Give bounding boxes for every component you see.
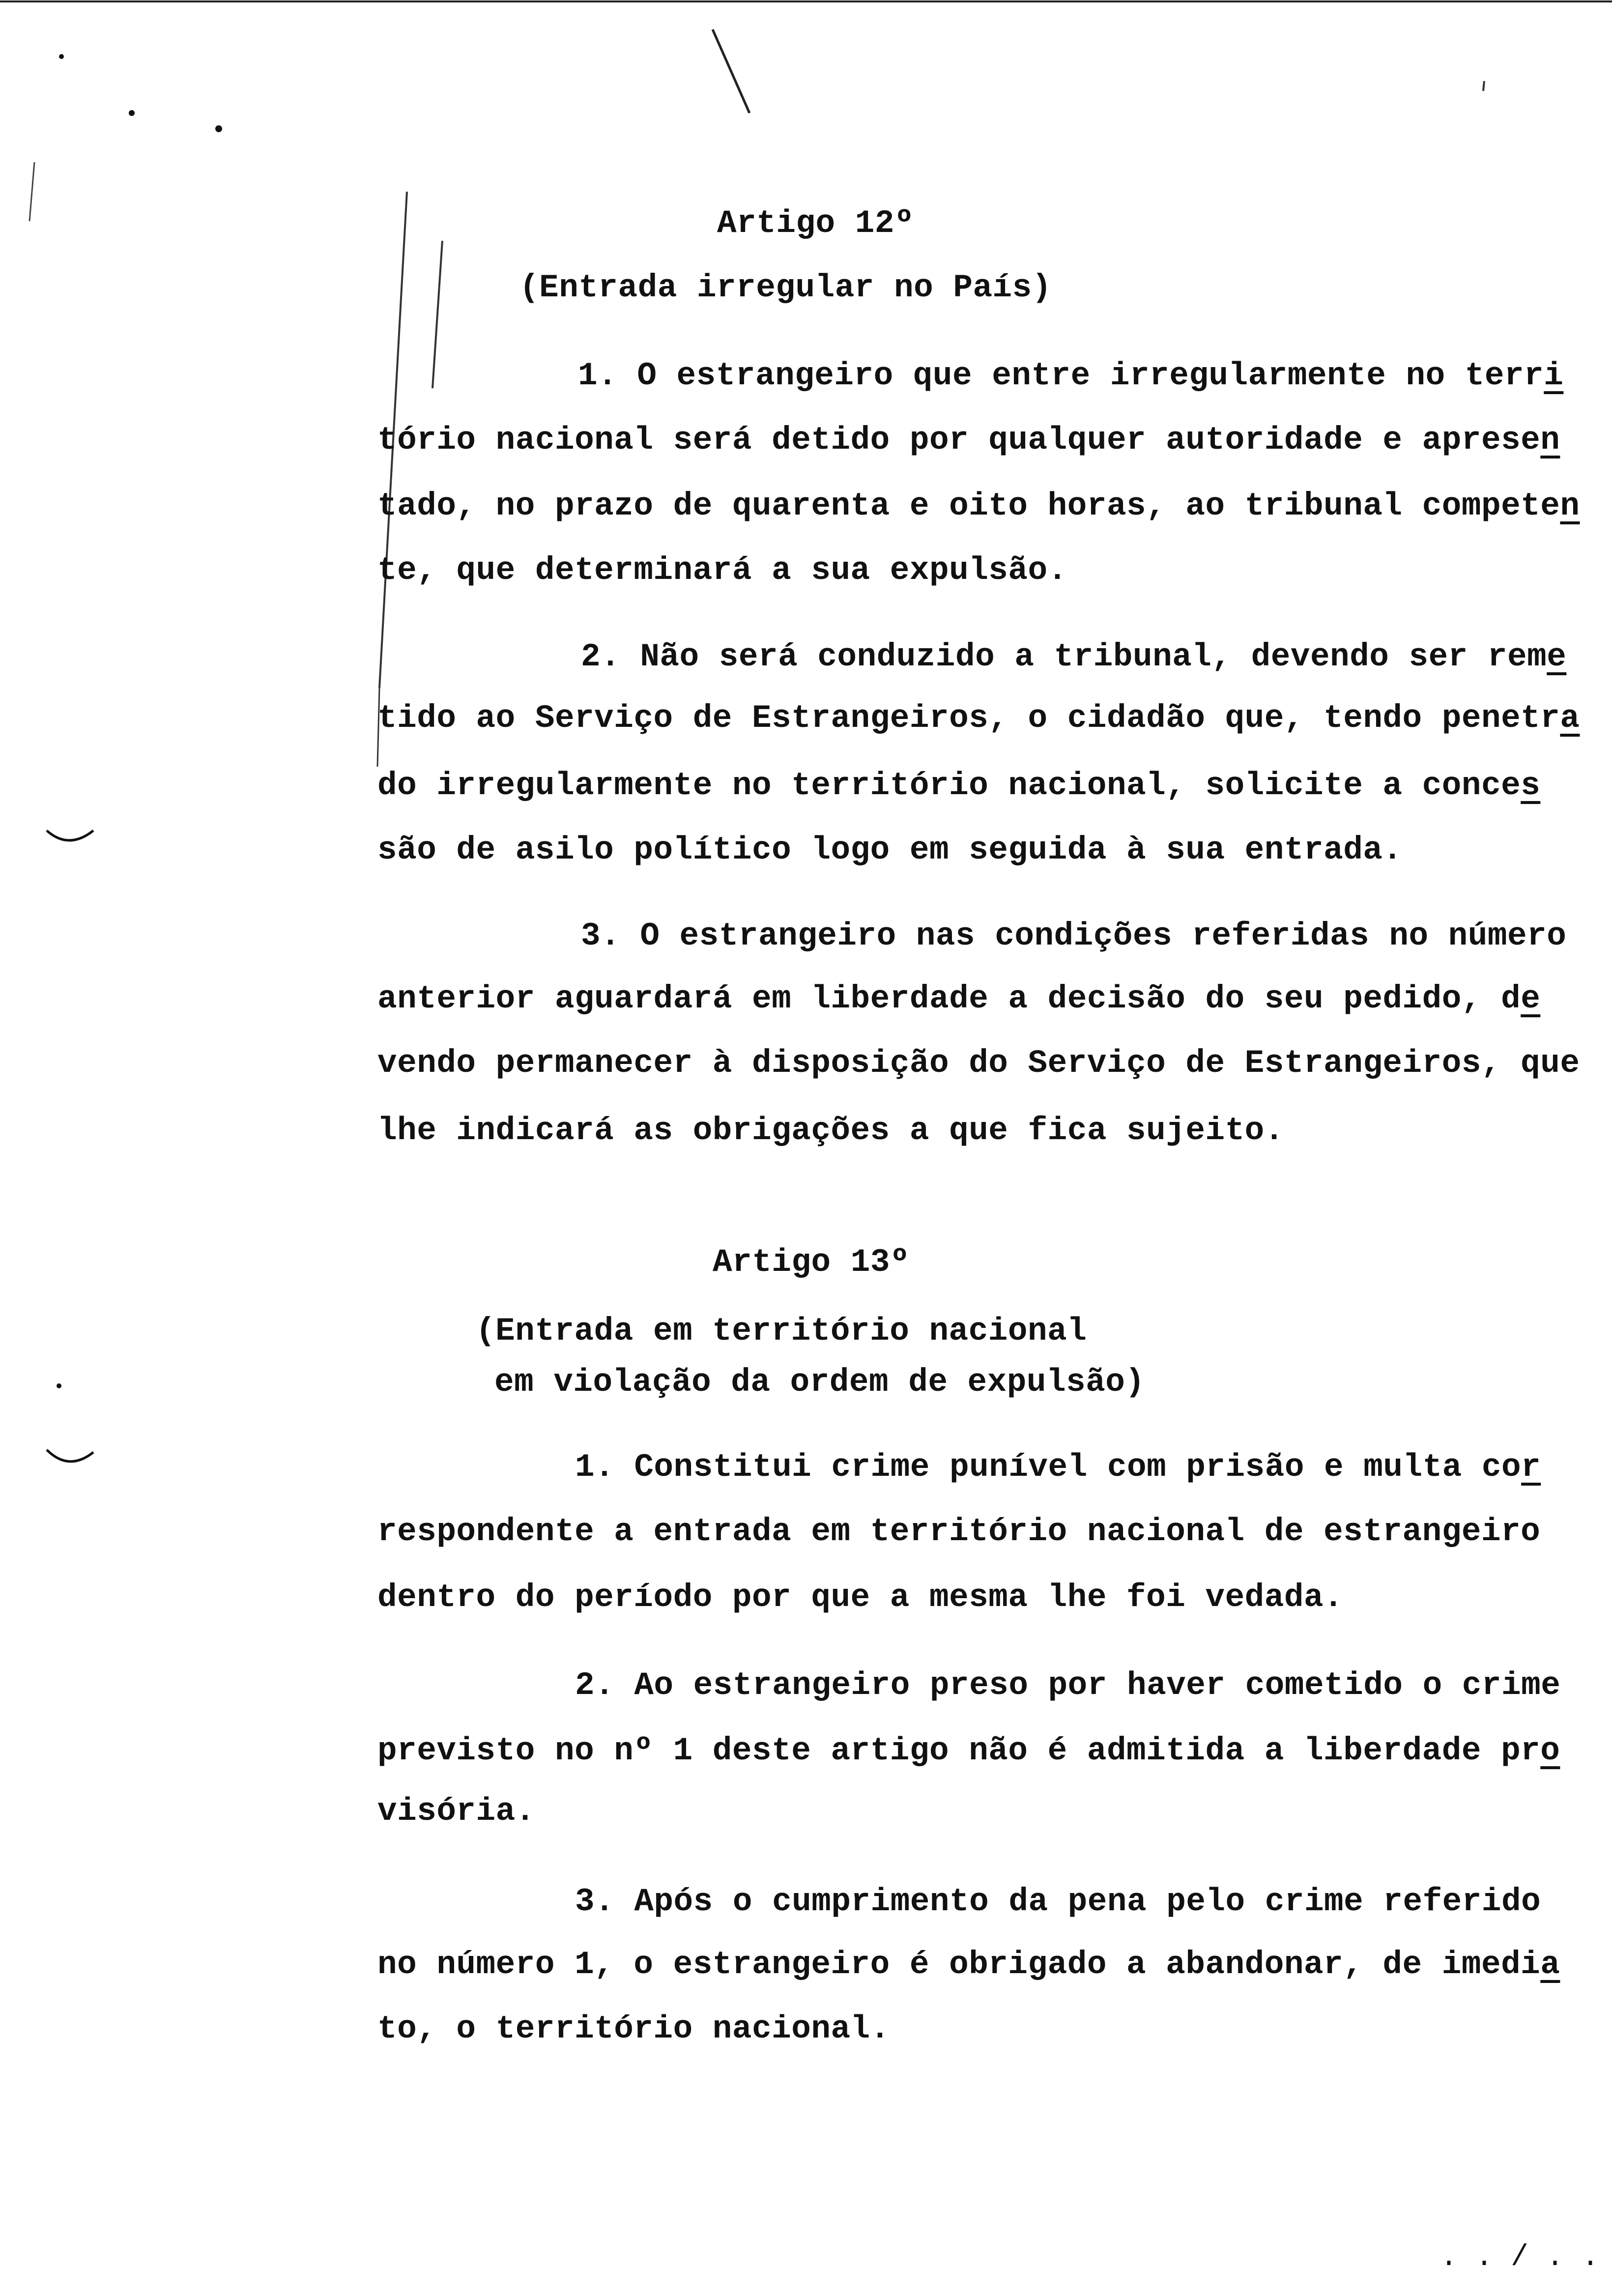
paragraph-line: previsto no nº 1 deste artigo não é admitida a liberdade pro bbox=[377, 1732, 1560, 1769]
stray-stroke bbox=[1483, 81, 1484, 91]
article-subtitle: em violação da ordem de expulsão) bbox=[494, 1364, 1145, 1401]
hole-punch-curve bbox=[47, 1450, 93, 1462]
paragraph-line: to, o território nacional. bbox=[377, 2010, 890, 2047]
punch-dot bbox=[59, 54, 64, 59]
paragraph-line: respondente a entrada em território nacional de estrangeiro bbox=[377, 1513, 1541, 1550]
stray-stroke bbox=[713, 29, 749, 113]
paragraph-line: vendo permanecer à disposição do Serviço de Estrangeiros, que bbox=[377, 1045, 1580, 1082]
paragraph-line: tório nacional será detido por qualquer autoridade e apresen bbox=[377, 422, 1560, 459]
article-subtitle: (Entrada em território nacional bbox=[476, 1313, 1087, 1349]
hole-punch-curve bbox=[47, 831, 93, 840]
continuation-mark: . . / . . bbox=[1440, 2241, 1600, 2274]
paragraph-line: no número 1, o estrangeiro é obrigado a abandonar, de imedia bbox=[377, 1946, 1560, 1983]
punch-dot bbox=[129, 110, 135, 116]
stray-stroke bbox=[29, 162, 34, 221]
paragraph-line: 3. Após o cumprimento da pena pelo crime referido bbox=[575, 1883, 1541, 1920]
paragraph-line: 2. Ao estrangeiro preso por haver cometido o crime bbox=[575, 1667, 1561, 1704]
paragraph-line: visória. bbox=[377, 1793, 535, 1830]
paragraph-line: 3. O estrangeiro nas condições referidas no número bbox=[581, 918, 1567, 954]
article-title: Artigo 12º bbox=[717, 205, 915, 242]
paragraph-line: lhe indicará as obrigações a que fica sujeito. bbox=[377, 1112, 1284, 1149]
paragraph-line: são de asilo político logo em seguida à sua entrada. bbox=[377, 832, 1403, 868]
paragraph-line: 1. Constitui crime punível com prisão e multa cor bbox=[575, 1449, 1541, 1486]
paragraph-line: do irregularmente no território nacional, solicite a conces bbox=[377, 767, 1541, 804]
paragraph-line: anterior aguardará em liberdade a decisão do seu pedido, de bbox=[377, 980, 1541, 1017]
punch-dot bbox=[215, 125, 222, 132]
paragraph-line: 2. Não será conduzido a tribunal, devendo ser reme bbox=[581, 638, 1567, 675]
paragraph-line: tido ao Serviço de Estrangeiros, o cidadão que, tendo penetra bbox=[377, 700, 1580, 737]
paragraph-line: te, que determinará a sua expulsão. bbox=[377, 552, 1067, 589]
margin-line bbox=[432, 241, 442, 388]
paragraph-line: 1. O estrangeiro que entre irregularmente no terri bbox=[578, 357, 1564, 394]
punch-dot bbox=[57, 1383, 61, 1388]
paragraph-line: dentro do período por que a mesma lhe foi vedada. bbox=[377, 1579, 1344, 1616]
article-title: Artigo 13º bbox=[713, 1244, 910, 1281]
article-subtitle: (Entrada irregular no País) bbox=[519, 269, 1052, 306]
paragraph-line: tado, no prazo de quarenta e oito horas, ao tribunal competen bbox=[377, 488, 1580, 524]
